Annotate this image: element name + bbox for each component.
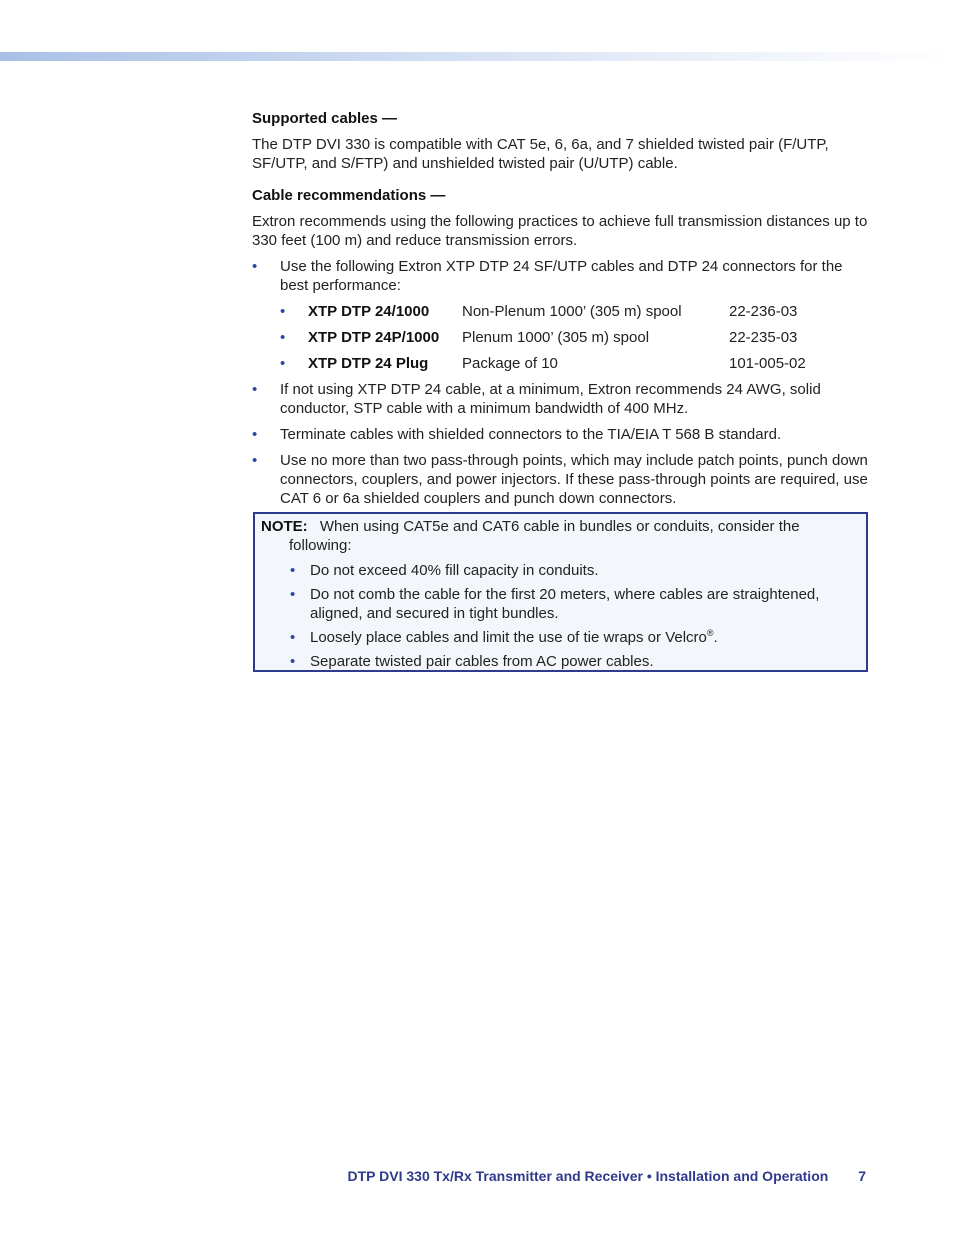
supported-cables-heading: Supported cables — xyxy=(252,110,398,127)
bullet-icon: • xyxy=(280,303,286,320)
note-item-text: Do not exceed 40% fill capacity in conduits. xyxy=(310,562,599,579)
bullet-icon: • xyxy=(252,426,258,443)
table-row xyxy=(280,302,870,321)
note-item-suffix: . xyxy=(713,629,718,646)
page-number: 7 xyxy=(858,1168,866,1184)
list-item xyxy=(252,380,870,418)
page-footer xyxy=(348,1167,866,1186)
cable-part-number: 101-005-02 xyxy=(729,355,806,372)
footer-title: DTP DVI 330 Tx/Rx Transmitter and Receiver • Installation and Operation xyxy=(347,1168,829,1184)
list-item-text: Terminate cables with shielded connectors to the TIA/EIA T 568 B standard. xyxy=(280,426,782,443)
bullet-icon: • xyxy=(290,629,296,646)
list-item xyxy=(290,561,851,580)
cable-name: XTP DTP 24P/1000 xyxy=(308,329,440,346)
list-item-text: Use no more than two pass-through points, which may include patch points, punch down connectors, couplers, and power injectors. If these pass-through points are required, use CAT 6 or 6a shielded couplers and punch down connectors. xyxy=(280,452,868,507)
bullet-icon: • xyxy=(252,452,258,469)
note-content xyxy=(261,517,851,676)
note-label: NOTE: xyxy=(261,518,308,535)
list-item xyxy=(290,652,851,671)
bullet-icon: • xyxy=(252,381,258,398)
list-item xyxy=(290,585,851,623)
list-item-text: If not using XTP DTP 24 cable, at a minimum, Extron recommends 24 AWG, solid conductor, STP cable with a minimum bandwidth of 400 MHz. xyxy=(280,381,821,417)
bullet-icon: • xyxy=(252,258,258,275)
supported-cables-text: The DTP DVI 330 is compatible with CAT 5e, 6, 6a, and 7 shielded twisted pair (F/UTP, SF/UTP, and S/FTP) and unshielded twisted pair (U/UTP) cable. xyxy=(252,136,829,172)
list-item xyxy=(252,257,870,373)
list-item-text: Use the following Extron XTP DTP 24 SF/UTP cables and DTP 24 connectors for the best performance: xyxy=(280,258,843,294)
list-item xyxy=(252,451,870,508)
recommendations-list xyxy=(252,257,870,508)
table-row xyxy=(280,354,870,373)
note-list xyxy=(261,561,851,671)
note-intro-text: When using CAT5e and CAT6 cable in bundles or conduits, consider the following: xyxy=(289,518,800,554)
bullet-icon: • xyxy=(290,653,296,670)
cable-description: Non-Plenum 1000’ (305 m) spool xyxy=(462,303,682,320)
note-item-text: Do not comb the cable for the first 20 meters, where cables are straightened, aligned, and secured in tight bundles. xyxy=(310,586,820,622)
list-item xyxy=(252,425,870,444)
cable-name: XTP DTP 24/1000 xyxy=(308,303,430,320)
main-content xyxy=(252,109,870,515)
cable-part-number: 22-235-03 xyxy=(729,329,798,346)
registered-mark: ® xyxy=(706,628,714,638)
cable-part-number: 22-236-03 xyxy=(729,303,798,320)
cable-name: XTP DTP 24 Plug xyxy=(308,355,429,372)
bullet-icon: • xyxy=(290,586,296,603)
cable-description: Package of 10 xyxy=(462,355,558,372)
header-band xyxy=(0,52,954,61)
cable-recommendations-text: Extron recommends using the following practices to achieve full transmission distances up to 330 feet (100 m) and reduce transmission errors. xyxy=(252,213,868,249)
note-item-text: Loosely place cables and limit the use of tie wraps or Velcro xyxy=(310,629,707,646)
bullet-icon: • xyxy=(280,355,286,372)
cable-table xyxy=(280,302,870,373)
note-box xyxy=(253,512,868,672)
bullet-icon: • xyxy=(290,562,296,579)
note-item-text: Separate twisted pair cables from AC power cables. xyxy=(310,653,654,670)
table-row xyxy=(280,328,870,347)
cable-description: Plenum 1000’ (305 m) spool xyxy=(462,329,650,346)
note-intro xyxy=(261,517,851,555)
cable-recommendations-heading: Cable recommendations — xyxy=(252,187,446,204)
bullet-icon: • xyxy=(280,329,286,346)
list-item xyxy=(290,628,851,647)
